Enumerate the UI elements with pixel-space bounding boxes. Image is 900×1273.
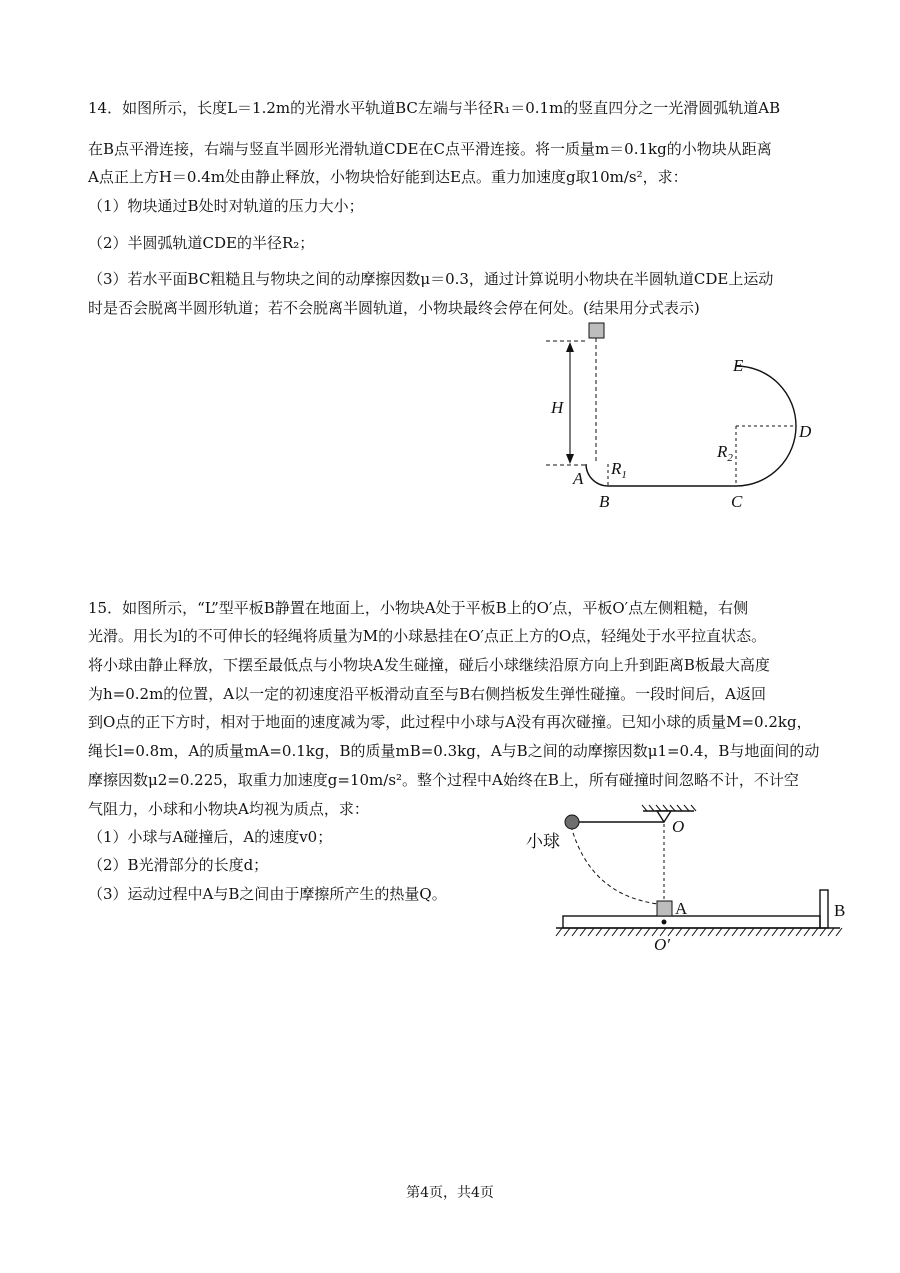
q14-label-r1: $R_1$ bbox=[611, 459, 627, 481]
q15-board-stop bbox=[820, 890, 828, 928]
q14-label-c: C bbox=[731, 492, 743, 511]
q14-label-a: A bbox=[573, 469, 584, 488]
q15-oprime-dot bbox=[662, 920, 667, 925]
q15-label-o: O bbox=[672, 817, 685, 836]
q15-line-1: 15．如图所示，“L”型平板B静置在地面上，小物块A处于平板B上的O′点，平板O′点左侧粗糙，右侧 bbox=[88, 599, 749, 617]
q15-line-8: 气阻力，小球和小物块A均视为质点，求： bbox=[88, 800, 369, 818]
q15-board bbox=[563, 916, 820, 928]
q14-part-3-line-1: （3）若水平面BC粗糙且与物块之间的动摩擦因数μ＝0.3，通过计算说明小物块在半圆轨道CDE上运动 bbox=[88, 270, 774, 288]
q14-label-h: H bbox=[551, 398, 564, 417]
q15-label-b: B bbox=[834, 901, 846, 920]
q14-label-d: D bbox=[799, 422, 812, 441]
q14-part-1: （1）物块通过B处时对轨道的压力大小； bbox=[88, 197, 364, 215]
q14-arc-ab bbox=[586, 464, 608, 486]
q14-part-3-line-2: 时是否会脱离半圆形轨道；若不会脱离半圆轨道，小物块最终会停在何处。(结果用分式表示) bbox=[88, 299, 700, 317]
q14-block bbox=[589, 323, 604, 338]
q15-line-2: 光滑。用长为l的不可伸长的轻绳将质量为M的小球悬挂在O′点正上方的O点，轻绳处于水平拉直状态。 bbox=[88, 627, 767, 645]
q15-part-2: （2）B光滑部分的长度d； bbox=[88, 856, 269, 874]
q15-line-5: 到O点的正下方时，相对于地面的速度减为零，此过程中小球与A没有再次碰撞。已知小球的质量M=0.2kg， bbox=[88, 713, 812, 731]
q14-figure bbox=[540, 320, 830, 520]
q14-line-2: 在B点平滑连接，右端与竖直半圆形光滑轨道CDE在C点平滑连接。将一质量m＝0.1kg的小物块从距离 bbox=[88, 140, 772, 158]
q14-line-3: A点正上方H＝0.4m处由静止释放，小物块恰好能到达E点。重力加速度g取10m/s²，求： bbox=[88, 168, 688, 186]
q15-figure bbox=[520, 800, 860, 960]
q14-part-2: （2）半圆弧轨道CDE的半径R₂； bbox=[88, 234, 315, 252]
q15-label-a: A bbox=[675, 899, 688, 918]
q15-block-a bbox=[657, 901, 672, 916]
q15-part-1: （1）小球与A碰撞后，A的速度v0； bbox=[88, 828, 333, 846]
q15-line-3: 将小球由静止释放，下摆至最低点与小物块A发生碰撞，碰后小球继续沿原方向上升到距离B板最大高度 bbox=[88, 656, 770, 674]
q15-label-ball: 小球 bbox=[526, 832, 560, 852]
q14-label-r2: $R_2$ bbox=[717, 442, 733, 464]
q14-line-1: 14．如图所示，长度L＝1.2m的光滑水平轨道BC左端与半径R₁＝0.1m的竖直四分之一光滑圆弧轨道AB bbox=[88, 99, 781, 117]
q15-line-4: 为h=0.2m的位置，A以一定的初速度沿平板滑动直至与B右侧挡板发生弹性碰撞。一段时间后，A返回 bbox=[88, 685, 766, 703]
page-footer: 第4页，共4页 bbox=[406, 1185, 494, 1201]
q15-line-6: 绳长l=0.8m，A的质量mA=0.1kg，B的质量mB=0.3kg，A与B之间的动摩擦因数μ1=0.4，B与地面间的动 bbox=[88, 742, 820, 760]
q15-ball bbox=[565, 815, 579, 829]
q15-label-oprime: O′ bbox=[654, 935, 670, 954]
q14-label-e: E bbox=[733, 356, 744, 375]
q14-label-b: B bbox=[599, 492, 610, 511]
q15-line-7: 摩擦因数μ2=0.225，取重力加速度g=10m/s²。整个过程中A始终在B上，所有碰撞时间忽略不计，不计空 bbox=[88, 771, 799, 789]
q15-part-3: （3）运动过程中A与B之间由于摩擦所产生的热量Q。 bbox=[88, 885, 447, 903]
